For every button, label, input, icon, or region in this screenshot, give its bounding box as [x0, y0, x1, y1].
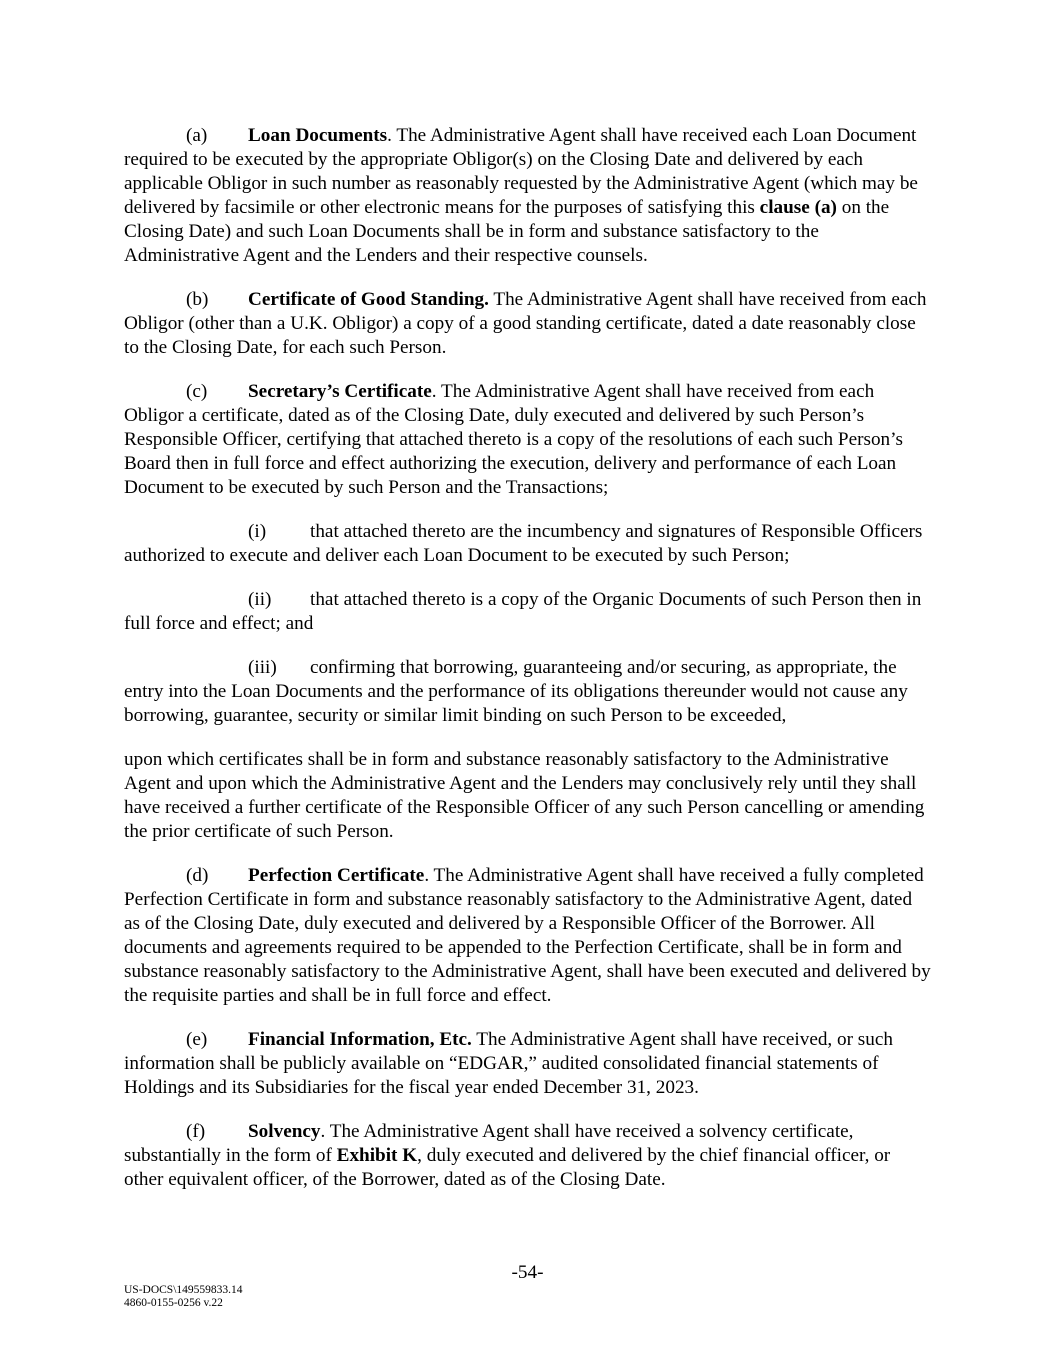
document-body: [124, 124, 932, 1212]
paragraph-a-text-1: . The Administrative Agent shall have received each Loan Document required to be executed by the appropriate Obligor(s) on the Closing Date and delivered by each applicable Obligor in such number as reasonably requested by the Administrative Agent (which may be delivered by facsimile or other electronic means for the purposes of satisfying this: [124, 125, 918, 218]
paragraph-c-text: . The Administrative Agent shall have received from each Obligor a certificate, dated as of the Closing Date, duly executed and delivered by such Person’s Responsible Officer, certifying that attached thereto is a copy of the resolutions of each such Person’s Board then in full force and effect authorizing the execution, delivery and performance of each Loan Document to be executed by such Person and the Transactions;: [124, 381, 903, 498]
footer-doc-id: US-DOCS\149559833.14: [124, 1284, 243, 1296]
paragraph-f-ref: Exhibit K: [336, 1145, 418, 1166]
paragraph-d-label: (d): [186, 865, 209, 886]
paragraph-f-heading: Solvency: [248, 1121, 321, 1142]
paragraph-c-ii-label: (ii): [248, 589, 272, 610]
paragraph-b: [124, 288, 932, 360]
paragraph-c-iii-text: confirming that borrowing, guaranteeing and/or securing, as appropriate, the entry into the Loan Documents and the performance of its obligations thereunder would not cause any borrowing, guarantee, security or similar limit binding on such Person to be exceeded,: [124, 657, 908, 726]
paragraph-d: [124, 864, 932, 1008]
paragraph-a-ref: clause (a): [759, 197, 837, 218]
paragraph-f-label: (f): [186, 1121, 206, 1142]
page-number: -54-: [511, 1262, 544, 1283]
paragraph-d-heading: Perfection Certificate: [248, 865, 425, 886]
paragraph-f-text-1: . The Administrative Agent shall have received a solvency certificate, substantially in the form of: [124, 1121, 854, 1166]
paragraph-b-text: The Administrative Agent shall have received from each Obligor (other than a U.K. Obligor) a copy of a good standing certificate, dated a date reasonably close to the Closing Date, for each such Person.: [124, 289, 927, 358]
paragraph-c-iii: [124, 656, 932, 728]
paragraph-c-iii-label: (iii): [248, 657, 277, 678]
paragraph-b-heading: Certificate of Good Standing.: [248, 289, 489, 310]
footer-version: 4860-0155-0256 v.22: [124, 1297, 223, 1309]
paragraph-e: [124, 1028, 932, 1100]
paragraph-c-ii: [124, 588, 932, 636]
paragraph-e-label: (e): [186, 1029, 208, 1050]
paragraph-d-text: . The Administrative Agent shall have received a fully completed Perfection Certificate in form and substance reasonably satisfactory to the Administrative Agent, dated as of the Closing Date, duly executed and delivered by a Responsible Officer of the Borrower. All documents and agreements required to be appended to the Perfection Certificate, shall be in form and substance reasonably satisfactory to the Administrative Agent, shall have been executed and delivered by the requisite parties and shall be in full force and effect.: [124, 865, 931, 1006]
paragraph-c-i-label: (i): [248, 521, 267, 542]
paragraph-a-label: (a): [186, 125, 208, 146]
paragraph-b-label: (b): [186, 289, 209, 310]
paragraph-e-heading: Financial Information, Etc.: [248, 1029, 472, 1050]
paragraph-c: [124, 380, 932, 500]
paragraph-c-ii-text: that attached thereto is a copy of the Organic Documents of such Person then in full force and effect; and: [124, 589, 922, 634]
paragraph-a-heading: Loan Documents: [248, 125, 388, 146]
paragraph-e-text: The Administrative Agent shall have received, or such information shall be publicly available on “EDGAR,” audited consolidated financial statements of Holdings and its Subsidiaries for the fiscal year ended December 31, 2023.: [124, 1029, 893, 1098]
paragraph-a: [124, 124, 932, 268]
paragraph-c-tail: upon which certificates shall be in form and substance reasonably satisfactory to the Administrative Agent and upon which the Administrative Agent and the Lenders may conclusively rely until they shall have received a further certificate of the Responsible Officer of any such Person cancelling or amending the prior certificate of such Person.: [124, 749, 925, 842]
paragraph-f-text-2: , duly executed and delivered by the chief financial officer, or other equivalent officer, of the Borrower, dated as of the Closing Date.: [124, 1145, 891, 1190]
paragraph-c-heading: Secretary’s Certificate: [248, 381, 432, 402]
paragraph-c-i-text: that attached thereto are the incumbency and signatures of Responsible Officers authorized to execute and deliver each Loan Document to be executed by such Person;: [124, 521, 923, 566]
paragraph-c-i: [124, 520, 932, 568]
paragraph-c-label: (c): [186, 381, 208, 402]
paragraph-f: [124, 1120, 932, 1192]
document-footer: [124, 1284, 243, 1310]
paragraph-a-text-2: on the Closing Date) and such Loan Documents shall be in form and substance satisfactory to the Administrative Agent and the Lenders and their respective counsels.: [124, 197, 890, 266]
